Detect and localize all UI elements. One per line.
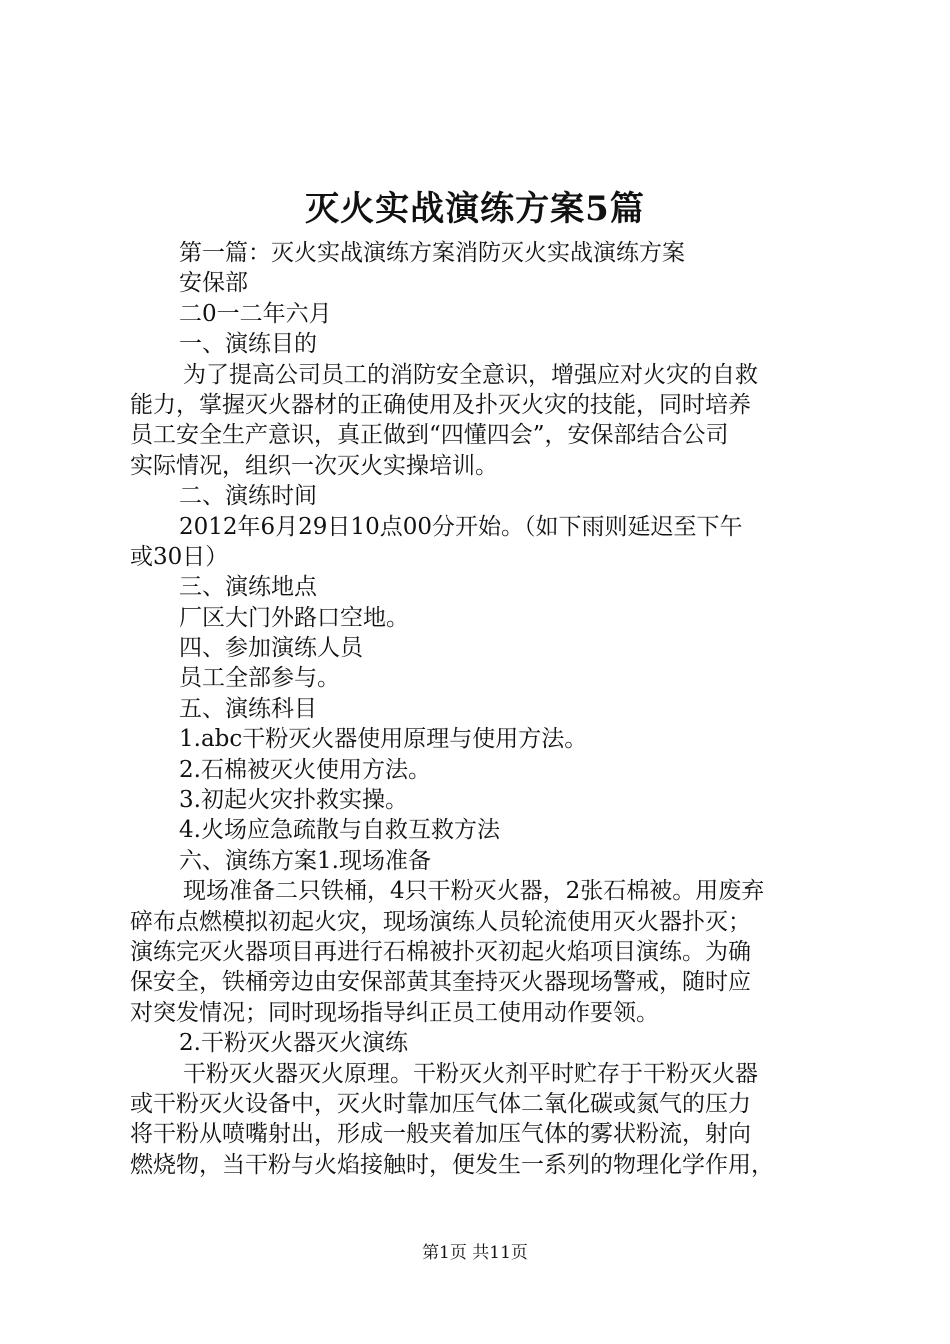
paragraph-line: 员工安全生产意识，真正做到“四懂四会”，安保部结合公司: [130, 422, 729, 449]
section-heading: 三、演练地点: [179, 574, 317, 601]
section-heading: 五、演练科目: [179, 695, 317, 722]
paragraph-line: 燃烧物，当干粉与火焰接触时，便发生一系列的物理化学作用，: [130, 1151, 774, 1178]
section-heading: 一、演练目的: [179, 331, 317, 358]
list-item: 4.火场应急疏散与自救互救方法: [179, 817, 500, 844]
paragraph-line: 演练完灭火器项目再进行石棉被扑灭初起火焰项目演练。为确: [130, 938, 751, 965]
list-item: 2.石棉被灭火使用方法。: [179, 756, 431, 783]
section-heading: 二、演练时间: [179, 483, 317, 510]
paragraph-line: 二0一二年六月: [179, 300, 332, 327]
page-footer: 第1页 共11页: [422, 1243, 528, 1263]
paragraph-line: 或30日）: [130, 543, 229, 570]
paragraph-line: 干粉灭火器灭火原理。干粉灭火剂平时贮存于干粉灭火器: [183, 1060, 758, 1087]
paragraph-line: 或干粉灭火设备中，灭火时靠加压气体二氧化碳或氮气的压力: [130, 1090, 751, 1117]
paragraph-line: 现场准备二只铁桶，4只干粉灭火器，2张石棉被。用废弃: [183, 878, 765, 905]
paragraph-line: 保安全，铁桶旁边由安保部黄其奎持灭火器现场警戒，随时应: [130, 969, 751, 996]
list-item: 1.abc干粉灭火器使用原理与使用方法。: [179, 726, 588, 753]
paragraph-line: 员工全部参与。: [179, 665, 340, 692]
paragraph-line: 实际情况，组织一次灭火实操培训。: [130, 452, 498, 479]
section-heading: 四、参加演练人员: [179, 635, 363, 662]
paragraph-line: 能力，掌握灭火器材的正确使用及扑灭火灾的技能，同时培养: [130, 391, 751, 418]
paragraph-line: 2012年6月29日10点00分开始。（如下雨则延迟至下午: [179, 513, 743, 540]
paragraph-line: 碎布点燃模拟初起火灾，现场演练人员轮流使用灭火器扑灭；: [130, 908, 751, 935]
paragraph-line: 为了提高公司员工的消防安全意识，增强应对火灾的自救: [183, 361, 758, 388]
subsection-heading: 2.干粉灭火器灭火演练: [179, 1030, 408, 1057]
paragraph-line: 对突发情况；同时现场指导纠正员工使用动作要领。: [130, 999, 659, 1026]
paragraph-line: 厂区大门外路口空地。: [179, 604, 409, 631]
paragraph-line: 第一篇：灭火实战演练方案消防灭火实战演练方案: [179, 240, 685, 266]
section-heading: 六、演练方案1.现场准备: [179, 847, 431, 874]
paragraph-line: 安保部: [179, 270, 248, 297]
document-title: 灭火实战演练方案5篇: [305, 189, 645, 229]
paragraph-line: 将干粉从喷嘴射出，形成一般夹着加压气体的雾状粉流，射向: [130, 1121, 751, 1148]
list-item: 3.初起火灾扑救实操。: [179, 787, 408, 814]
document-body: [130, 238, 830, 1180]
